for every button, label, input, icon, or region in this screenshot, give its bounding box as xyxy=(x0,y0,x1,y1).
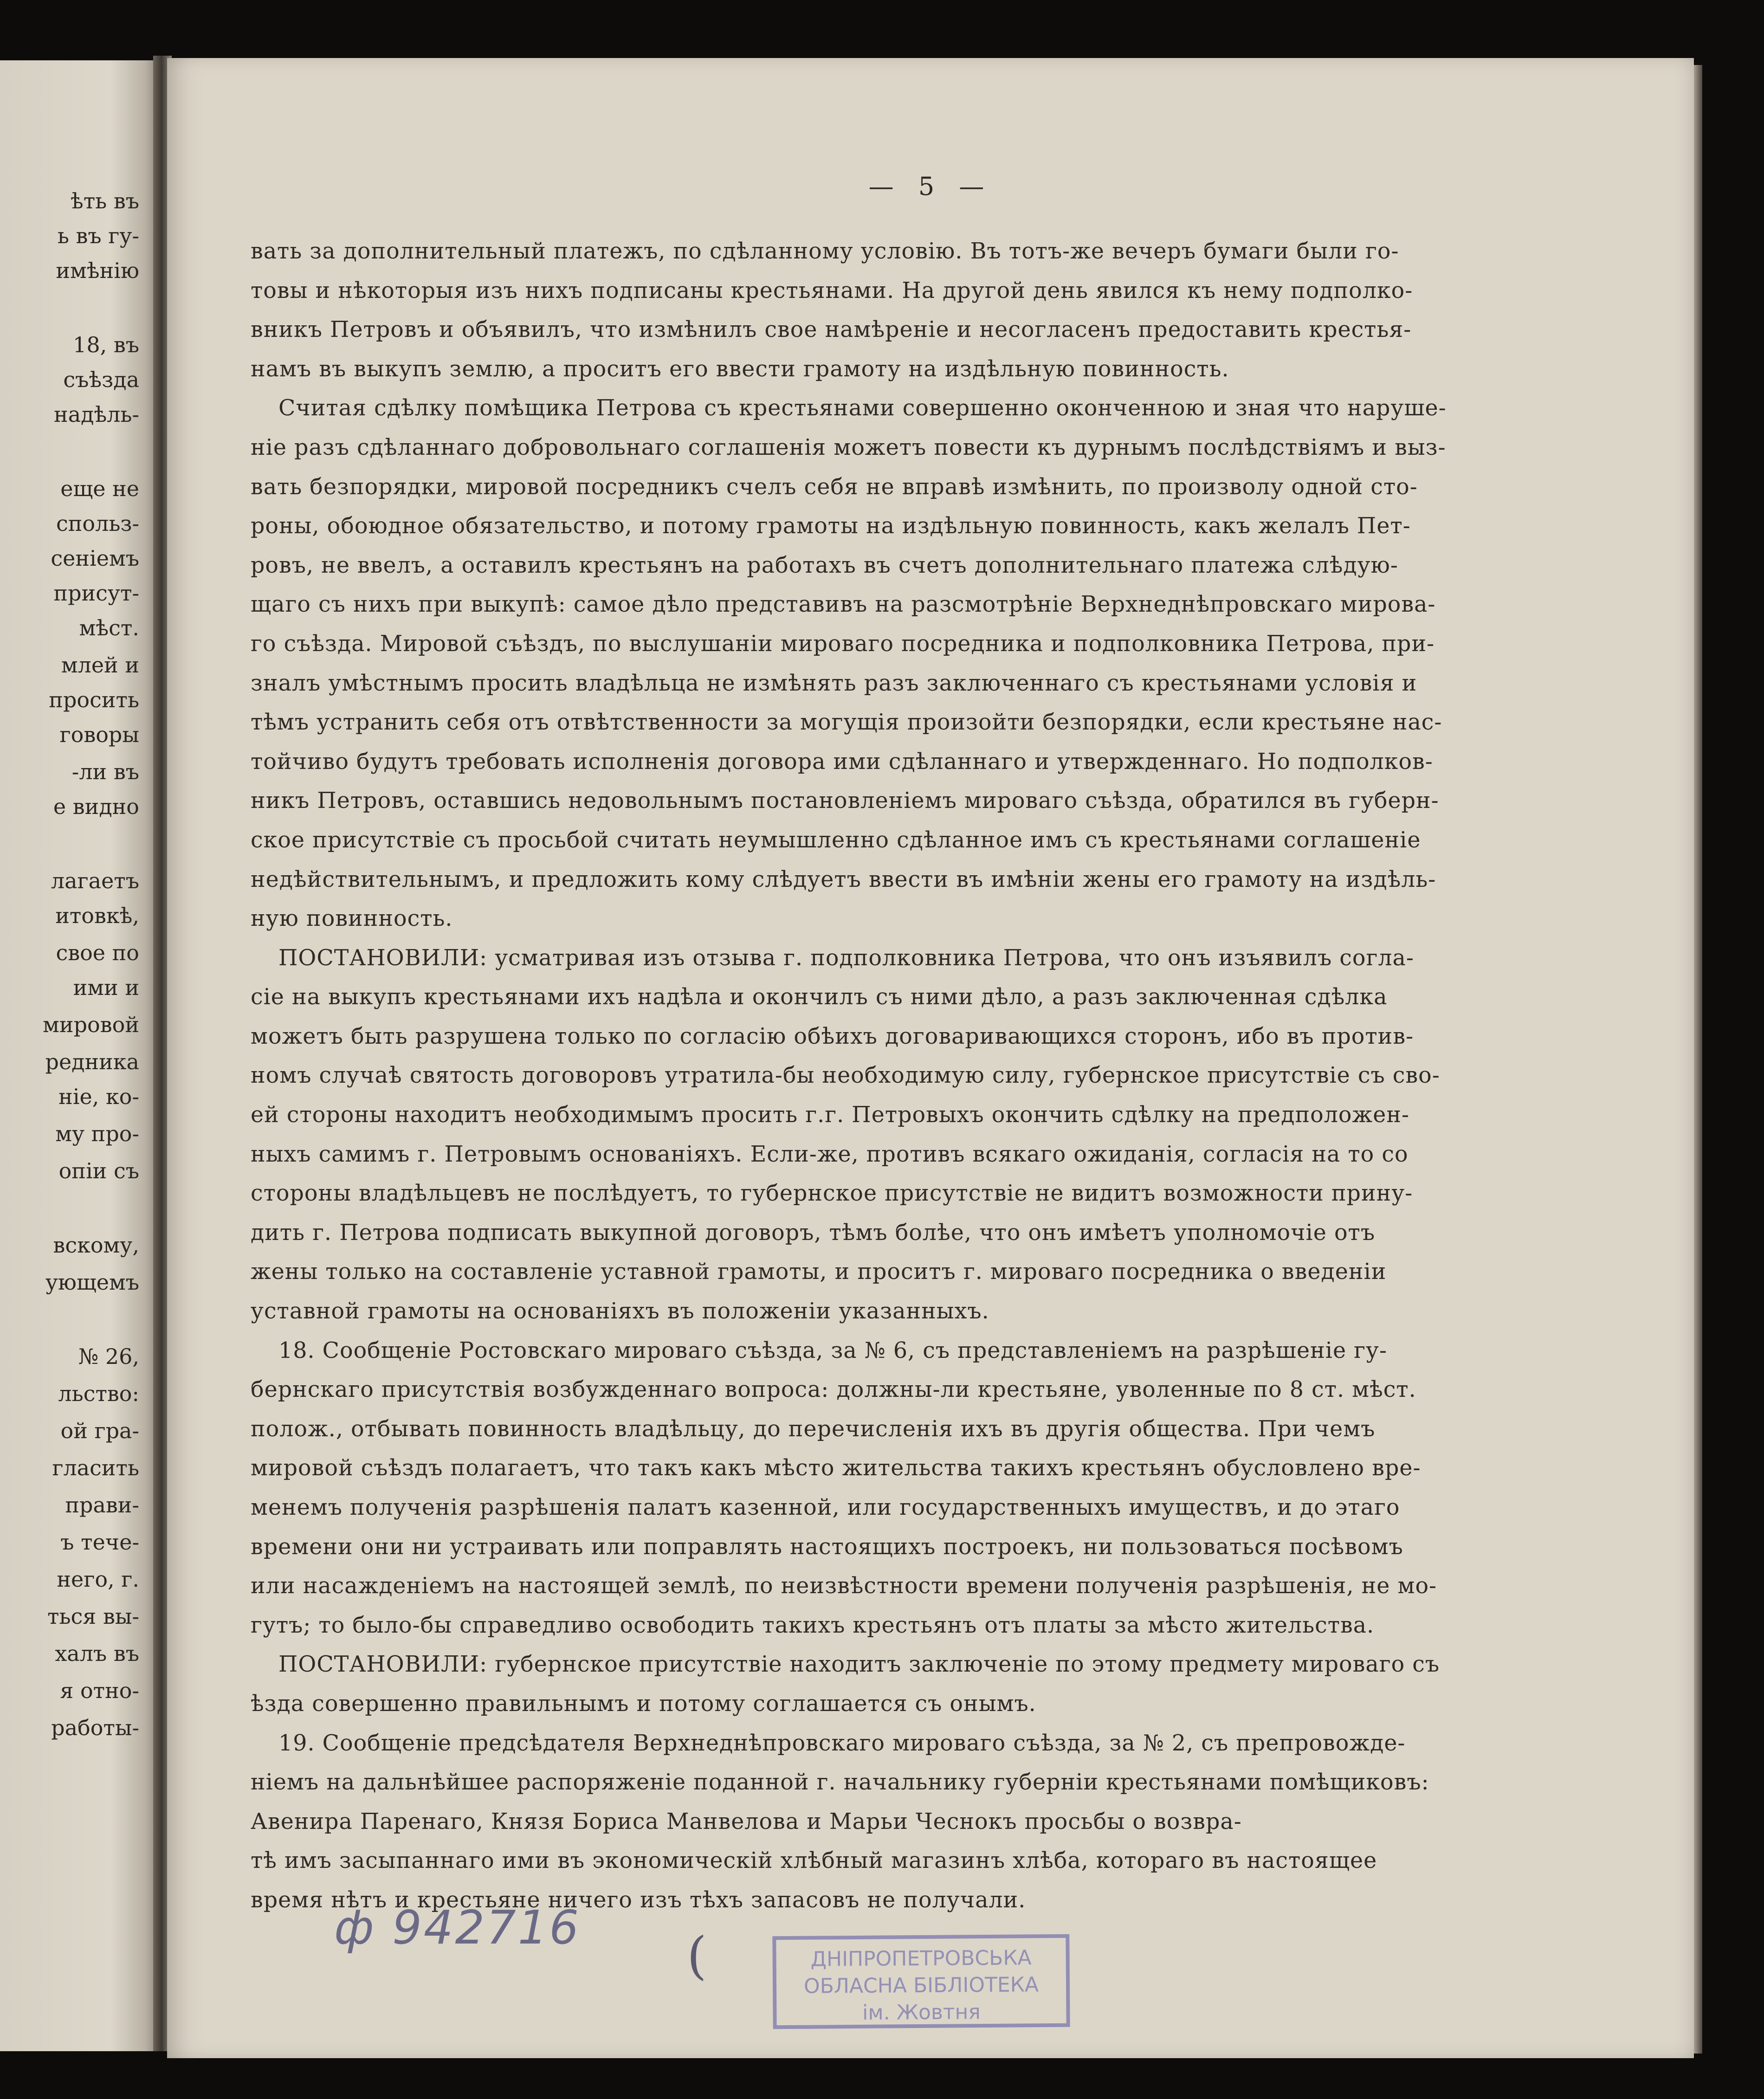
catalog-number: ф 942716 xyxy=(334,1900,581,1955)
text-line: время нѣтъ и крестьяне ничего изъ тѣхъ запасовъ не получали. xyxy=(251,1887,1026,1913)
left-page-fragment: халъ въ xyxy=(55,1641,139,1666)
text-line: щаго съ нихъ при выкупѣ: самое дѣло представивъ на разсмотрѣніе Верхнеднѣпровскаго мирова- xyxy=(251,592,1436,618)
left-page-fragment: ими и xyxy=(73,975,139,1000)
left-page-fragment: е видно xyxy=(53,794,139,819)
left-page-fragment: гласить xyxy=(52,1455,139,1480)
text-line: 19. Сообщеніе предсѣдателя Верхнеднѣпровскаго мироваго съѣзда, за № 2, съ препровожде- xyxy=(278,1730,1406,1756)
left-facing-page xyxy=(0,60,158,2051)
text-line: сіе на выкупъ крестьянами ихъ надѣла и окончилъ съ ними дѣло, а разъ заключенная сдѣлка xyxy=(251,984,1388,1010)
text-line: Считая сдѣлку помѣщика Петрова съ крестьянами совершенно оконченною и зная что наруше- xyxy=(278,395,1447,421)
text-line: бернскаго присутствія возбужденнаго вопроса: должны-ли крестьяне, уволенные по 8 ст. мѣст. xyxy=(251,1377,1416,1403)
left-page-fragment: редника xyxy=(45,1049,139,1074)
left-page-fragment: съѣзда xyxy=(63,367,139,392)
text-line: ПОСТАНОВИЛИ: губернское присутствіе находитъ заключеніе по этому предмету мироваго съ xyxy=(278,1652,1440,1678)
text-line: намъ въ выкупъ землю, а проситъ его ввести грамоту на издѣльную повинность. xyxy=(251,356,1229,382)
left-page-fragment: говоры xyxy=(59,722,139,747)
left-page-fragment: ніе, ко- xyxy=(58,1084,139,1109)
text-line: дить г. Петрова подписать выкупной договоръ, тѣмъ болѣе, что онъ имѣетъ уполномочіе отъ xyxy=(251,1220,1376,1246)
text-line: номъ случаѣ святость договоровъ утратила-бы необходимую силу, губернское присутствіе съ сво- xyxy=(251,1063,1440,1089)
text-line: ѣзда совершенно правильнымъ и потому соглашается съ онымъ. xyxy=(251,1691,1036,1717)
left-page-fragment: свое по xyxy=(56,940,139,965)
left-page-fragment: ться вы- xyxy=(47,1604,139,1629)
text-line: ніе разъ сдѣланнаго добровольнаго соглашенія можетъ повести къ дурнымъ послѣдствіямъ и выз- xyxy=(251,434,1446,460)
left-page-fragment: вскому, xyxy=(53,1233,139,1258)
text-line: времени они ни устраивать или поправлять настоящихъ построекъ, ни пользоваться посѣвомъ xyxy=(251,1534,1403,1560)
page-number: — 5 — xyxy=(868,172,993,201)
text-line: никъ Петровъ, оставшись недовольнымъ постановленіемъ мироваго съѣзда, обратился въ губерн- xyxy=(251,788,1439,814)
left-page-fragment: ующемъ xyxy=(45,1270,139,1295)
text-line: тѣ имъ засыпаннаго ими въ экономическій хлѣбный магазинъ хлѣба, котораго въ настоящее xyxy=(251,1848,1377,1874)
left-page-fragment: надѣль- xyxy=(54,402,139,427)
left-page-fragment: му про- xyxy=(55,1121,139,1146)
text-line: менемъ полученія разрѣшенія палатъ казенной, или государственныхъ имуществъ, и до этаго xyxy=(251,1495,1400,1520)
text-line: ей стороны находитъ необходимымъ просить г.г. Петровыхъ окончить сдѣлку на предположен- xyxy=(251,1102,1410,1128)
left-page-fragment: мѣст. xyxy=(79,615,139,640)
text-line: ную повинность. xyxy=(251,906,453,932)
text-line: роны, обоюдное обязательство, и потому грамоты на издѣльную повинность, какъ желалъ Пет- xyxy=(251,513,1411,539)
text-line: 18. Сообщеніе Ростовскаго мироваго съѣзда, за № 6, съ представленіемъ на разрѣшеніе гу- xyxy=(278,1337,1388,1363)
text-line: можетъ быть разрушена только по согласію обѣихъ договаривающихся сторонъ, ибо въ против- xyxy=(251,1023,1414,1049)
left-page-fragment: присут- xyxy=(53,581,139,606)
text-line: мировой съѣздъ полагаетъ, что такъ какъ мѣсто жительства такихъ крестьянъ обусловлено вре- xyxy=(251,1455,1421,1481)
text-line: вать за дополнительный платежъ, по сдѣланному условію. Въ тотъ-же вечеръ бумаги были го- xyxy=(251,239,1399,264)
text-line: Авенира Паренаго, Князя Бориса Манвелова и Марьи Чеснокъ просьбы о возвра- xyxy=(251,1808,1242,1834)
left-page-fragment: спольз- xyxy=(56,511,139,536)
library-stamp xyxy=(772,1934,1070,2029)
left-page-fragment: ой гра- xyxy=(60,1418,139,1443)
text-line: ПОСТАНОВИЛИ: усматривая изъ отзыва г. подполковника Петрова, что онъ изъявилъ согла- xyxy=(278,945,1414,971)
left-page-fragment: № 26, xyxy=(78,1344,139,1369)
left-page-fragment: ѣть въ xyxy=(70,188,139,213)
text-line: тойчиво будутъ требовать исполненія договора ими сдѣланнаго и утвержденнаго. Но подполков- xyxy=(251,749,1433,775)
left-page-fragment: льство: xyxy=(58,1381,139,1406)
left-page-fragment: млей и xyxy=(61,652,139,678)
text-line: ніемъ на дальнѣйшее распоряженіе поданной г. начальнику губерніи крестьянами помѣщиковъ: xyxy=(251,1770,1429,1795)
text-line: зналъ умѣстнымъ просить владѣльца не измѣнять разъ заключеннаго съ крестьянами условія и xyxy=(251,670,1417,696)
left-page-fragment: имѣнію xyxy=(56,258,139,283)
left-page-fragment: просить xyxy=(49,687,139,712)
page-edge xyxy=(1694,65,1702,2054)
left-page-fragment: мировой xyxy=(43,1012,139,1037)
left-page-fragment: него, г. xyxy=(57,1567,139,1592)
text-line: вать безпорядки, мировой посредникъ счелъ себя не вправѣ измѣнить, по произволу одной сто- xyxy=(251,474,1418,500)
left-page-fragment: сеніемъ xyxy=(51,546,139,571)
text-line: недѣйствительнымъ, и предложить кому слѣдуетъ ввести въ имѣніи жены его грамоту на издѣль- xyxy=(251,866,1436,892)
text-line: ровъ, не ввелъ, а оставилъ крестьянъ на работахъ въ счетъ дополнительнаго платежа слѣдую- xyxy=(251,552,1398,578)
text-line: го съѣзда. Мировой съѣздъ, по выслушаніи мироваго посредника и подполковника Петрова, при- xyxy=(251,631,1435,657)
left-page-fragment: работы- xyxy=(51,1715,139,1740)
pencil-mark: ( xyxy=(687,1926,707,1985)
text-line: уставной грамоты на основаніяхъ въ положеніи указанныхъ. xyxy=(251,1298,989,1324)
left-page-fragment: опіи съ xyxy=(58,1158,139,1183)
left-page-fragment: я отно- xyxy=(60,1678,139,1703)
text-line: товы и нѣкоторыя изъ нихъ подписаны крестьянами. На другой день явился къ нему подполко- xyxy=(251,278,1413,304)
left-page-fragment: лагаетъ xyxy=(51,868,139,893)
text-line: полож., отбывать повинность владѣльцу, до перечисленія ихъ въ другія общества. При чемъ xyxy=(251,1416,1376,1442)
left-page-fragment: итовкѣ, xyxy=(55,903,139,928)
stamp-line-2: ОБЛАСНА БІБЛІОТЕКА xyxy=(803,1973,1039,1998)
text-line: гутъ; то было-бы справедливо освободить такихъ крестьянъ отъ платы за мѣсто жительства. xyxy=(251,1612,1375,1638)
left-page-fragment: еще не xyxy=(60,476,139,501)
text-line: или насажденіемъ на настоящей землѣ, по неизвѣстности времени полученія разрѣшенія, не мо- xyxy=(251,1573,1437,1599)
stamp-line-3: ім. Жовтня xyxy=(862,2000,981,2025)
stamp-line-1: ДНІПРОПЕТРОВСЬКА xyxy=(810,1946,1032,1971)
left-page-fragment: ь въ гу- xyxy=(57,223,139,248)
text-line: жены только на составленіе уставной грамоты, и проситъ г. мироваго посредника о введеніи xyxy=(251,1259,1387,1285)
left-page-fragment: 18, въ xyxy=(73,332,139,357)
left-page-fragment: прави- xyxy=(65,1492,139,1518)
text-line: вникъ Петровъ и объявилъ, что измѣнилъ свое намѣреніе и несогласенъ предоставить крестья- xyxy=(251,317,1412,343)
text-line: ское присутствіе съ просьбой считать неумышленно сдѣланное имъ съ крестьянами соглашеніе xyxy=(251,827,1421,853)
text-line: ныхъ самимъ г. Петровымъ основаніяхъ. Если-же, противъ всякаго ожиданія, согласія на то со xyxy=(251,1141,1409,1167)
left-page-fragment: -ли въ xyxy=(71,759,139,784)
left-page-fragment: ъ тече- xyxy=(60,1530,139,1555)
text-line: стороны владѣльцевъ не послѣдуетъ, то губернское присутствіе не видитъ возможности прину- xyxy=(251,1181,1413,1207)
body-text xyxy=(251,232,1494,1920)
text-line: тѣмъ устранить себя отъ отвѣтственности за могущія произойти безпорядки, если крестьяне нас- xyxy=(251,710,1442,736)
